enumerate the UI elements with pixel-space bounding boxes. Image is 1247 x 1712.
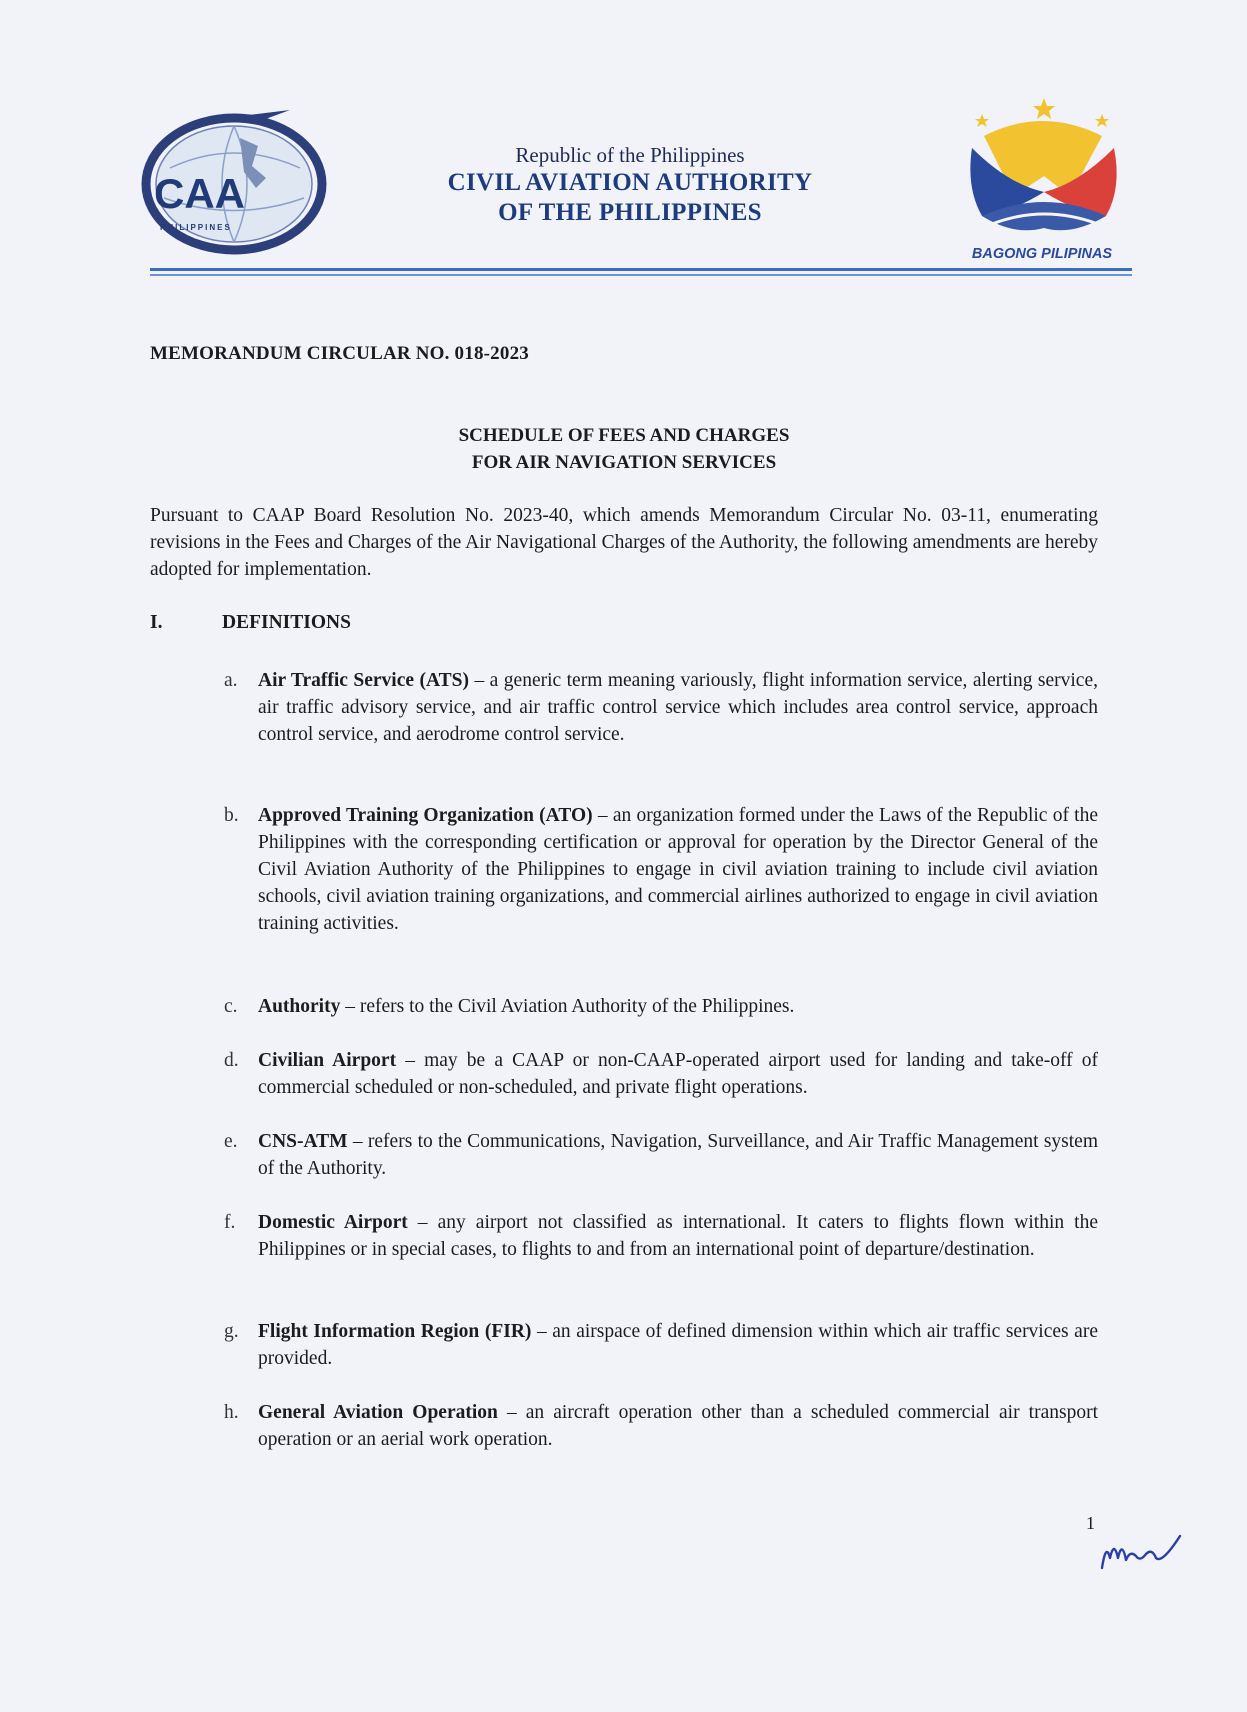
definition-term: Authority: [258, 996, 341, 1017]
definition-item: [224, 1209, 1098, 1263]
section-number: I.: [150, 612, 163, 633]
definition-term: General Aviation Operation: [258, 1402, 498, 1423]
definition-item: [224, 667, 1098, 748]
title-line-1: SCHEDULE OF FEES AND CHARGES: [458, 425, 790, 446]
definition-term: Air Traffic Service (ATS): [258, 670, 469, 691]
definition-letter: b.: [224, 805, 239, 826]
definition-letter: a.: [224, 670, 238, 691]
memorandum-number: MEMORANDUM CIRCULAR NO. 018-2023: [150, 343, 529, 364]
definition-item: [224, 993, 1098, 1020]
definition-item: [224, 1399, 1098, 1453]
caa-logo-icon: [140, 108, 328, 258]
definition-item: [224, 1318, 1098, 1372]
bagong-pilipinas-logo-icon: [952, 96, 1132, 264]
header-rule: [150, 268, 1132, 271]
page-number: 1: [1086, 1513, 1095, 1533]
section-title: DEFINITIONS: [222, 612, 351, 633]
header-rule-thin: [150, 274, 1132, 276]
definition-item: [224, 1128, 1098, 1182]
republic-line: Republic of the Philippines: [515, 143, 745, 167]
definition-letter: c.: [224, 996, 238, 1017]
letterhead: [380, 142, 880, 228]
definition-letter: h.: [224, 1402, 239, 1423]
definition-text: – an airspace of defined dimension within which air traffic services are provided.: [258, 1321, 1098, 1369]
definition-text: – any airport not classified as international. It caters to flights flown within the Philippines or in special cases, to flights to and from an international point of departure/destination.: [258, 1212, 1099, 1260]
handwritten-initials-icon: [1096, 1528, 1186, 1576]
definition-term: CNS-ATM: [258, 1131, 348, 1152]
authority-line-2: OF THE PHILIPPINES: [498, 199, 762, 226]
definition-text: – an organization formed under the Laws of the Republic of the Philippines with the corresponding certification or approval for operation by the Director General of the Civil Aviation Authority of the Philippines to engage in civil aviation training to include civil aviation schools, civil aviation training organizations, and commercial airlines authorized to engage in civil aviation training activities.: [258, 805, 1098, 934]
definition-item: [224, 1047, 1098, 1101]
definition-item: [224, 802, 1098, 937]
title-line-2: FOR AIR NAVIGATION SERVICES: [471, 452, 777, 473]
definition-letter: g.: [224, 1321, 239, 1342]
document-title: [150, 422, 1098, 476]
svg-text:BAGONG PILIPINAS: BAGONG PILIPINAS: [971, 246, 1113, 262]
authority-line-1: CIVIL AVIATION AUTHORITY: [447, 169, 813, 196]
definition-text: – refers to the Communications, Navigation, Surveillance, and Air Traffic Management system of the Authority.: [258, 1131, 1098, 1179]
section-heading: [150, 612, 351, 634]
definition-text: – may be a CAAP or non-CAAP-operated airport used for landing and take-off of commercial scheduled or non-scheduled, and private flight operations.: [258, 1050, 1098, 1098]
definition-text: – an aircraft operation other than a scheduled commercial air transport operation or an aerial work operation.: [258, 1402, 1098, 1450]
svg-text:CAA: CAA: [154, 170, 245, 217]
definition-letter: d.: [224, 1050, 239, 1071]
definition-term: Domestic Airport: [258, 1212, 408, 1233]
definition-text: – refers to the Civil Aviation Authority of the Philippines.: [340, 996, 795, 1017]
definition-term: Flight Information Region (FIR): [258, 1321, 532, 1342]
definition-text: – a generic term meaning variously, flight information service, alerting service, air traffic advisory service, and air traffic control service which includes area control service, approach control service, and aerodrome control service.: [258, 670, 1098, 745]
definition-letter: f.: [224, 1212, 236, 1233]
definition-term: Approved Training Organization (ATO): [258, 805, 593, 826]
intro-paragraph: Pursuant to CAAP Board Resolution No. 2023-40, which amends Memorandum Circular No. 03-11, enumerating revisions in the Fees and Charges of the Air Navigational Charges of the Authority, the following amendments are hereby adopted for implementation.: [150, 505, 1098, 580]
definition-term: Civilian Airport: [258, 1050, 397, 1071]
definition-letter: e.: [224, 1131, 238, 1152]
svg-text:PHILIPPINES: PHILIPPINES: [160, 223, 232, 232]
